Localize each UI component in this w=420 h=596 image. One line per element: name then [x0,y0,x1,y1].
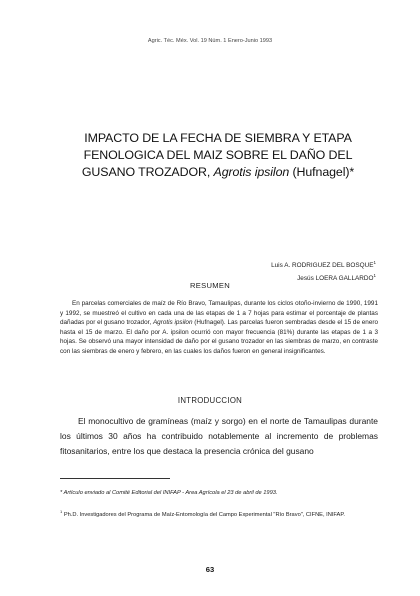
author-1 [271,258,376,271]
footnote-divider [60,478,170,479]
abstract-species-name: Agrotis ipsilon [152,319,193,327]
abstract-heading: RESUMEN [189,281,231,290]
abstract-text-part-1: En parcelas comerciales de maíz de Río Bravo, Tamaulipas, durante los ciclos otoño-invierno de 1990, 1991 y 1992, se muestreó el cultivo en cada una de las etapas de 1 a 7 hojas para estimar el porcentaje de plantas dañadas por el gusano trozador, [60,300,378,327]
journal-reference: Agric. Téc. Méx. Vol. 19 Núm. 1 Enero-Junio 1993 [147,38,273,44]
abstract-text-part-2: (Hufnagel). Las parcelas fueron sembradas desde el 15 de enero hasta el 15 de marzo. El daño por A. ipsilon ocurrió con mayor frecuencia (81%) durante las etapas de 1 a 3 hojas. Se observó una mayor intensidad de daño por el gusano trozador en las siembras de marzo, en contraste con las siembras de enero y febrero, en las cuales los daños fueron en general insignificantes. [60,319,378,355]
introduction-heading: INTRODUCCION [177,396,243,405]
introduction-paragraph: El monocultivo de gramíneas (maíz y sorgo) en el norte de Tamaulipas durante los últimos 30 años ha contribuido notablemente al incremento de problemas fitosanitarios, entre los que destaca la presencia crónica del gusano [60,416,378,457]
footnote-affiliation [60,508,378,519]
abstract-paragraph [60,299,378,356]
abstract-body [60,299,378,356]
author-1-affiliation-mark: 1 [373,260,376,265]
article-title [58,130,378,181]
title-line-3-prefix: GUSANO TROZADOR, [81,165,211,179]
footnote-affiliation-mark: 1 [60,509,63,514]
author-2-affiliation-mark: 1 [373,273,376,279]
title-species-name: Agrotis ipsilon [213,165,290,179]
introduction-body [60,414,378,460]
title-line-3-suffix: (Hufnagel)* [292,165,355,179]
footnote-submission: * Artículo enviado al Comité Editorial del INIFAP - Area Agrícola el 23 de abril de 1993. [60,490,278,496]
author-1-name: Luis A. RODRIGUEZ DEL BOSQUE [271,262,374,270]
title-line-2: FENOLOGICA DEL MAIZ SOBRE EL DAÑO DEL [83,148,353,162]
title-line-3 [58,164,378,181]
footnote-affiliation-text: Ph.D. Investigadores del Programa de Maíz-Entomología del Campo Experimental "Río Bravo", CIFNE, INIFAP. [63,511,345,518]
author-2-name: Jesús LOERA GALLARDO [297,275,374,283]
page-number: 63 [205,565,215,574]
title-line-1: IMPACTO DE LA FECHA DE SIEMBRA Y ETAPA [84,131,352,145]
